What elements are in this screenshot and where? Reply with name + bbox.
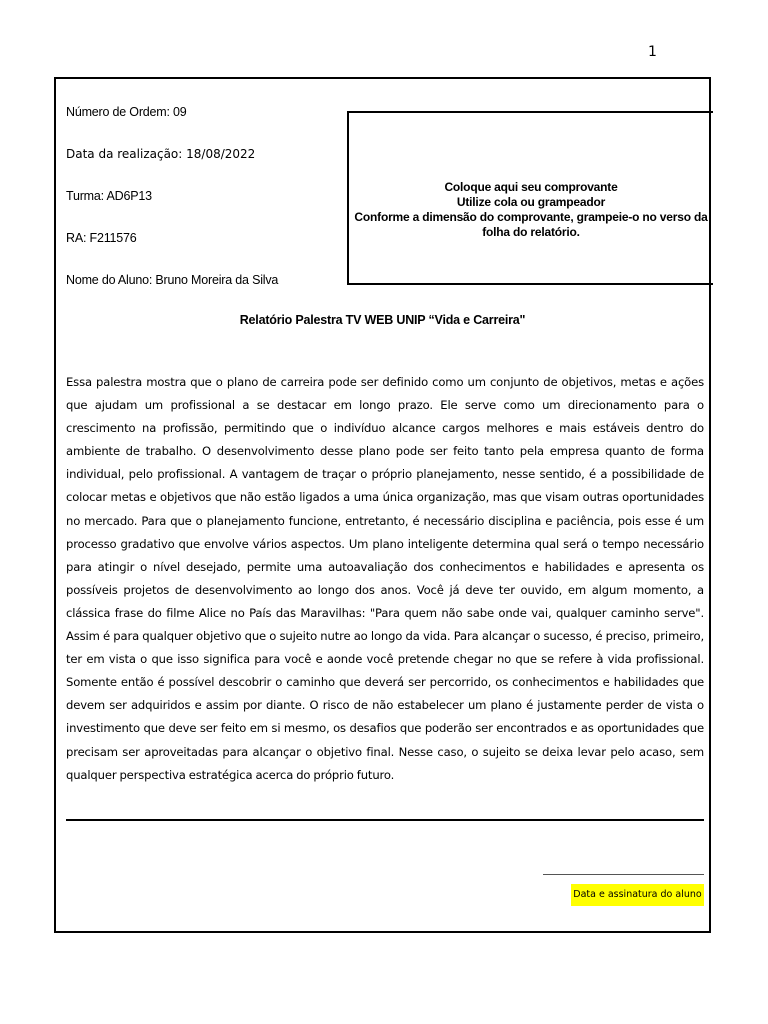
report-form (54, 77, 711, 933)
ra-field: RA: F211576 (66, 231, 137, 245)
report-body: Essa palestra mostra que o plano de carreira pode ser definido como um conjunto de objetivos, metas e ações que ajudam um profissional a se destacar em longo prazo. Ele serve como um direcionamento para o crescimento na profissão, permitindo que o indivíduo alcance cargos melhores e mais estáveis dentro do ambiente de trabalho. O desenvolvimento desse plano pode ser feito tanto pela empresa quanto de forma individual, pelo profissional. A vantagem de traçar o próprio planejamento, nesse sentido, é a possibilidade de colocar metas e objetivos que não estão ligados a uma única organização, mas que visam outras oportunidades no mercado. Para que o planejamento funcione, entretanto, é necessário disciplina e paciência, pois esse é um processo gradativo que envolve vários aspectos. Um plano inteligente determina qual será o tempo necessário para atingir o nível desejado, permite uma autoavaliação dos conhecimentos e habilidades e apresenta os possíveis projetos de desenvolvimento ao longo dos anos. Você já deve ter ouvido, em algum momento, a clássica frase do filme Alice no País das Maravilhas: "Para quem não sabe onde vai, qualquer caminho serve". Assim é para qualquer objetivo que o sujeito nutre ao longo da vida. Para alcançar o sucesso, é preciso, primeiro, ter em vista o que isso significa para você e aonde você pretende chegar no que se refere à vida profissional. Somente então é possível descobrir o caminho que deverá ser percorrido, os conhecimentos e habilidades que devem ser adquiridos e assim por diante. O risco de não estabelecer um plano é justamente perder de vista o investimento que deve ser feito em si mesmo, os desafios que poderão ser encontrados e as oportunidades que precisam ser aproveitadas para alcançar o objetivo final. Nesse caso, o sujeito se deixa levar pelo acaso, sem qualquer perspectiva estratégica acerca do próprio futuro. (66, 375, 704, 782)
receipt-line: Utilize cola ou grampeador (456, 195, 606, 209)
page-number: 1 (648, 44, 657, 60)
receipt-line: Conforme a dimensão do comprovante, grampeie-o no verso da (354, 210, 708, 224)
order-number-field: Número de Ordem: 09 (66, 105, 187, 119)
student-name-field: Nome do Aluno: Bruno Moreira da Silva (66, 273, 279, 287)
section-divider (66, 819, 704, 821)
receipt-box (347, 111, 713, 285)
realization-date-field: Data da realização: 18/08/2022 (66, 147, 256, 161)
signature-line (543, 874, 704, 875)
class-field: Turma: AD6P13 (66, 189, 152, 203)
receipt-instructions (349, 180, 713, 240)
receipt-line: Coloque aqui seu comprovante (444, 180, 618, 194)
report-title: Relatório Palestra TV WEB UNIP “Vida e Carreira" (239, 313, 526, 327)
signature-label: Data e assinatura do aluno (571, 884, 704, 906)
receipt-line: folha do relatório. (482, 225, 580, 239)
